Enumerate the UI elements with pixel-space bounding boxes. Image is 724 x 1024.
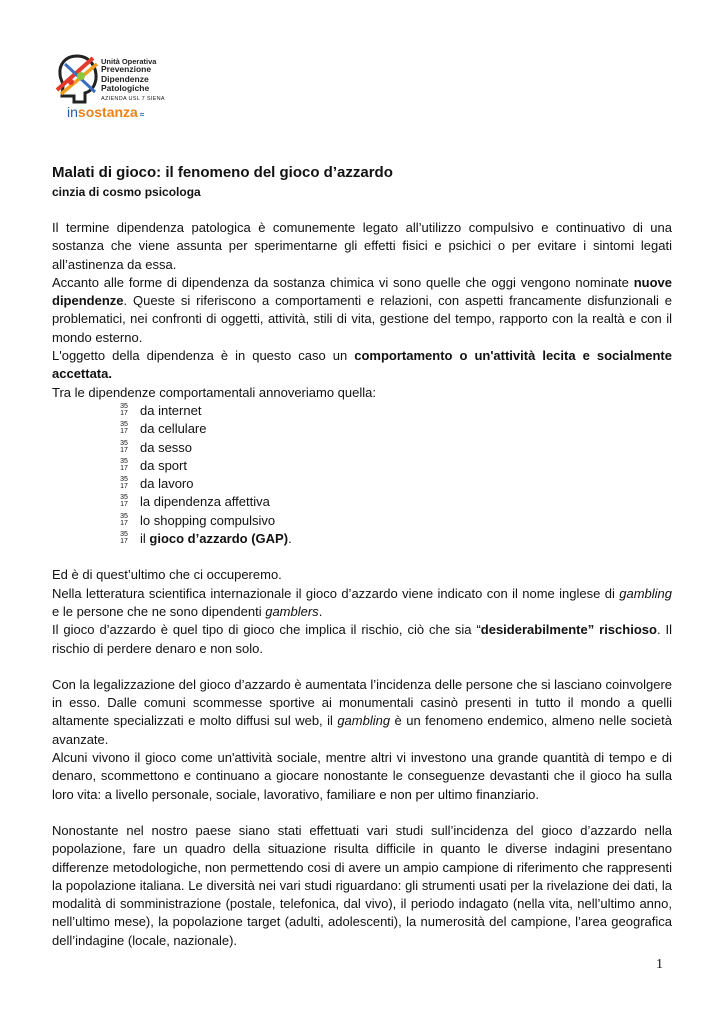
paragraph-2-text-a: Accanto alle forme di dipendenza da sostanza chimica vi sono quelle che oggi vengono nominate [52, 274, 634, 290]
list-item [118, 420, 672, 438]
logo-line-dipendenze: Dipendenze [101, 74, 149, 84]
bullet-top: 35 [120, 457, 128, 465]
paragraph-6-text-c: e le persone che ne sono dipendenti [52, 603, 266, 619]
paragraph-3-bold: comportamento o un'attività lecita e socialmente accettata. [52, 348, 672, 382]
list-item [118, 512, 672, 530]
bullet-glyph [118, 421, 130, 435]
paragraph-4: Tra le dipendenze comportamentali annoveriamo quella: [52, 384, 376, 400]
document-body [52, 163, 672, 950]
bullet-glyph [118, 403, 130, 417]
list-item [118, 439, 672, 457]
paragraph-1: Il termine dipendenza patologica è comunemente legato all’utilizzo compulsivo e continuativo di una sostanza che viene assunta per sperimentarne gli effetti fisici e psichici o per evitare i sintomi legati all’astinenza da essa. [52, 220, 672, 272]
logo-line-azienda: AZIENDA USL 7 SIENA [101, 96, 165, 102]
bullet-bottom: 17 [120, 446, 128, 454]
bullet-top: 35 [120, 421, 128, 429]
paragraph-8-text-c: è un fenomeno endemico, almeno nelle società avanzate. [52, 713, 672, 747]
list-item-bold: gioco d’azzardo (GAP) [149, 531, 289, 547]
list-item-text: da sesso [140, 439, 193, 455]
bullet-top: 35 [120, 512, 128, 520]
list-item-text: la dipendenza affettiva [140, 494, 270, 510]
list-item-end: . [288, 531, 292, 547]
spacer [52, 658, 672, 676]
document-title: Malati di gioco: il fenomeno del gioco d’azzardo [52, 164, 393, 181]
logo-line-patologiche: Patologiche [101, 83, 150, 93]
spacer [52, 548, 672, 566]
bullet-bottom: 17 [120, 409, 128, 417]
list-item-text: il [140, 531, 150, 547]
bullet-bottom: 17 [120, 483, 128, 491]
paragraph-6-text-a: Nella letteratura scientifica internazionale il gioco d’azzardo viene indicato con il nome inglese di [52, 585, 620, 601]
paragraph-10: Nonostante nel nostro paese siano stati effettuati vari studi sull’incidenza del gioco d’azzardo nella popolazione, fare un quadro della situazione risulta difficile in quanto le diverse indagini presentano differenze metodologiche, non permettendo cosi di avere un ampio campione di riferimento che rappresenti la popolazione italiana. Le diversità nei vari studi riguardano: gli strumenti usati per la rivelazione dei dati, la modalità di somministrazione (postale, telefonica, dal vivo), il periodo indagato (nella vita, nell’ultimo anno, nell’ultimo mese), la popolazione target (adulti, adolescenti), la numerosità del campione, l’area geografica dell’indagine (locale, nazionale). [52, 822, 672, 948]
paragraph-2-bold: nuove dipendenze [52, 274, 672, 309]
list-item-text: da cellulare [140, 421, 207, 437]
paragraph-8-text-a: Con la legalizzazione del gioco d’azzardo è aumentata l’incidenza delle persone che si lasciano coinvolgere in esso. Dalle comuni scommesse sportive ai monumentali casinò presenti in tutto il mondo a quelli altamente specializzati e molto diffusi sul web, il [52, 676, 672, 729]
paragraph-8 [52, 676, 672, 749]
bullet-bottom: 17 [120, 464, 128, 472]
logo-brand-in: in [67, 104, 78, 120]
bullet-glyph [118, 531, 130, 545]
bullet-glyph [118, 476, 130, 490]
list-item [118, 493, 672, 511]
list-item-text: da sport [140, 457, 187, 473]
bullet-glyph [118, 513, 130, 527]
list-item [118, 457, 672, 475]
bullet-glyph [118, 458, 130, 472]
bullet-glyph [118, 494, 130, 508]
paragraph-2-text-c: . Queste si riferiscono a comportamenti e relazioni, con aspetti francamente disfunzionali e problematici, nei confronti di oggetti, attività, stili di vita, gestione del tempo, rapporto con la realtà e con il mondo esterno. [52, 293, 672, 345]
paragraph-3 [52, 347, 672, 384]
bullet-bottom: 17 [120, 428, 128, 436]
list-item-text: da lavoro [140, 476, 194, 492]
logo-line-prevenzione: Prevenzione [101, 64, 152, 74]
paragraph-7 [52, 621, 672, 658]
bullet-top: 35 [120, 476, 128, 484]
page-number: 1 [656, 957, 663, 972]
dependency-list [52, 402, 672, 548]
list-item-text: lo shopping compulsivo [140, 512, 276, 528]
paragraph-8-italic: gambling [337, 713, 391, 729]
paragraph-2 [52, 274, 672, 347]
paragraph-6-italic-b: gambling [619, 585, 672, 601]
paragraph-6-italic-d: gamblers [265, 603, 319, 619]
paragraph-7-text-c: . Il rischio di perdere denaro e non solo. [52, 622, 672, 656]
paragraph-3-text-a: L'oggetto della dipendenza è in questo caso un [52, 348, 355, 364]
bullet-bottom: 17 [120, 519, 128, 527]
logo-line-unita: Unità Operativa [101, 57, 157, 66]
bullet-bottom: 17 [120, 501, 128, 509]
paragraph-6 [52, 585, 672, 622]
bullet-top: 35 [120, 494, 128, 502]
bullet-glyph [118, 440, 130, 454]
logo [55, 52, 175, 122]
paragraph-7-bold: desiderabilmente” rischioso [480, 622, 657, 638]
head-profile-icon [55, 52, 103, 107]
paragraph-5: Ed è di quest’ultimo che ci occuperemo. [52, 567, 282, 583]
bullet-top: 35 [120, 531, 128, 539]
list-item [118, 475, 672, 493]
spacer [52, 804, 672, 822]
logo-brand-sostanza: sostanza [77, 104, 138, 120]
list-item [118, 402, 672, 420]
paragraph-9: Alcuni vivono il gioco come un'attività sociale, mentre altri vi investono una grande quantità di tempo e di denaro, scommettono e continuano a giocare nonostante le conseguenze devastanti che il gioco ha sulla loro vita: a livello personale, sociale, lavorativo, familiare e non per ultimo finanziario. [52, 750, 672, 802]
logo-brand [67, 104, 144, 120]
list-item-text: da internet [140, 402, 202, 418]
bullet-top: 35 [120, 439, 128, 447]
document-author: cinzia di cosmo psicologa [52, 185, 201, 199]
logo-brand-tag: ≈ [139, 110, 145, 119]
bullet-bottom: 17 [120, 538, 128, 546]
bullet-top: 35 [120, 402, 128, 410]
list-item [118, 530, 672, 548]
paragraph-6-text-e: . [318, 603, 323, 619]
paragraph-7-text-a: Il gioco d’azzardo è quel tipo di gioco che implica il rischio, ciò che sia “ [52, 622, 481, 638]
